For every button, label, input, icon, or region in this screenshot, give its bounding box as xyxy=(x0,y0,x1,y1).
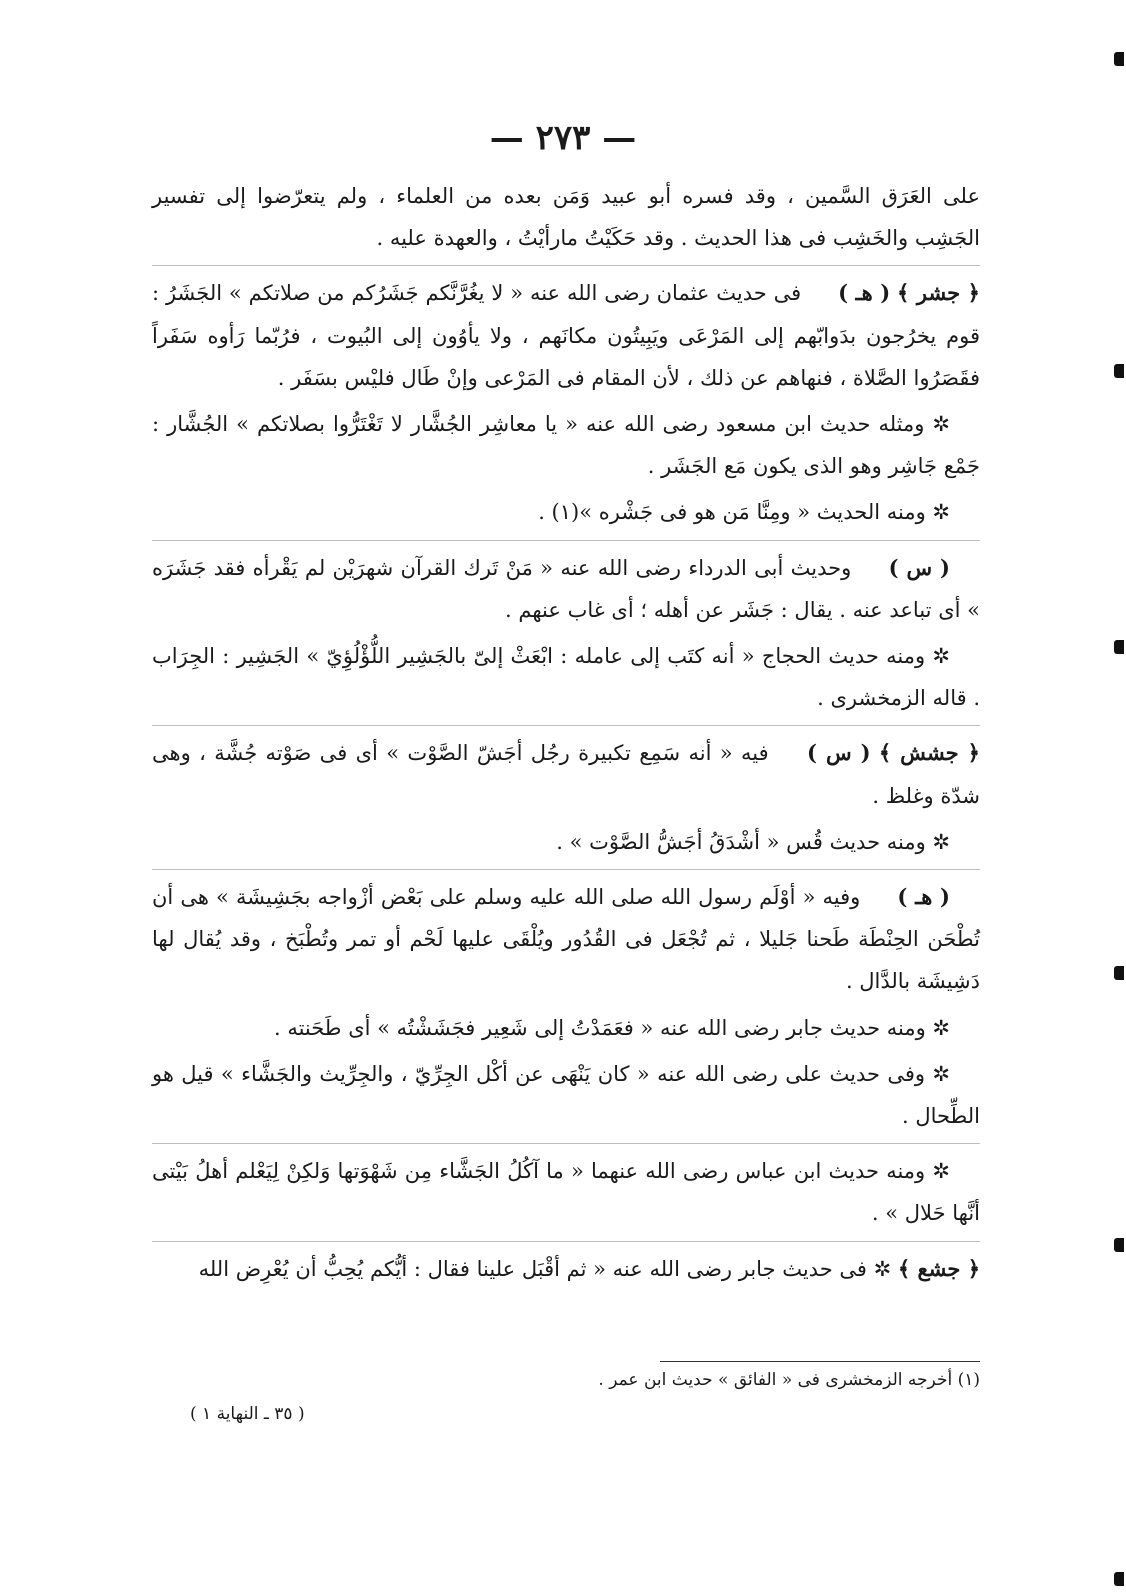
paragraph-9 xyxy=(152,876,980,1003)
paragraph-text: فى حديث عثمان رضى الله عنه « لا يغُرَّنَّكم جَشَرُكم من صلاتكم » الجَشَرُ : قوم يخرُجون بدَوابّهم إلى المَرْعَى ويَبِيتُون مكانَهم ، ولا يأوُون إلى البُيوت ، فرُبّما رَأوه سَفَراً فقَصَرُوا الصَّلاة ، فنهاهم عن ذلك ، لأن المقام فى المَرْعى وإنْ طَال فليْس بسَفَر . xyxy=(152,281,980,390)
paragraph-12 xyxy=(152,1150,980,1234)
paragraph-4 xyxy=(152,491,980,533)
paragraph-6 xyxy=(152,635,980,719)
page-number: — ٢٧٣ — xyxy=(489,118,637,158)
entry-jashar xyxy=(152,272,980,399)
entry-divider xyxy=(152,1241,980,1242)
edge-mark xyxy=(1114,1238,1124,1252)
source-marker: ( س ) xyxy=(888,554,950,580)
paragraph-10 xyxy=(152,1007,980,1049)
paragraph-text: ✲ وفى حديث على رضى الله عنه « كان يَنْهَى عن أكْل الجِرِّيّ ، والجِرِّيث والجَشَّاء » قيل هو الطِّحال . xyxy=(152,1061,980,1129)
source-marker: ( هـ ) xyxy=(838,280,891,306)
edge-mark xyxy=(1114,1572,1124,1586)
paragraph-text: ✲ ومنه حديث قُس « أشْدَقُ أجَشُّ الصَّوْت » . xyxy=(556,829,950,854)
entry-jashash xyxy=(152,732,980,816)
paragraph-text: وحديث أبى الدرداء رضى الله عنه « مَنْ تَرك القرآن شهرَيْن لم يَقْرأه فقد جَشَرَه » أى تباعد عنه . يقال : جَشَر عن أهله ؛ أى غاب عنهم . xyxy=(152,555,980,622)
paragraph-text: فيه « أنه سَمِع تكبيرة رجُل أجَشّ الصَّوْت » أى فى صَوْته جُشَّة ، وهى شدّة وغلظ . xyxy=(152,741,980,808)
edge-mark xyxy=(1114,52,1124,66)
paragraph-text: ✲ فى حديث جابر رضى الله عنه « ثم أقْبَل علينا فقال : أيُّكم يُحِبُّ أن يُعْرِض الله xyxy=(198,1256,892,1281)
headword: ﴿ جشع ﴾ xyxy=(897,1255,980,1281)
paragraph-text: ✲ ومنه حديث جابر رضى الله عنه « فعَمَدْتُ إلى شَعِير فجَشَشْتُه » أى طَحَنته . xyxy=(273,1015,950,1040)
headword: ﴿ جشر ﴾ xyxy=(897,280,980,306)
paragraph-1 xyxy=(152,175,980,259)
source-marker: ( س ) xyxy=(807,740,871,766)
entry-divider xyxy=(152,540,980,541)
source-marker: ( هـ ) xyxy=(897,884,950,910)
entry-divider xyxy=(152,1143,980,1144)
paragraph-text: ✲ ومنه حديث ابن عباس رضى الله عنهما « ما آكُلُ الجَشَّاء مِن شَهْوَتها وَلكِنْ لِيَعْلم أهلُ بَيْتى أنَّها حَلال » . xyxy=(152,1159,980,1226)
body-text xyxy=(152,175,980,1294)
paragraph-text: ✲ ومنه الحديث « ومِنَّا مَن هو فى جَشْره »(١) . xyxy=(538,500,950,525)
paragraph-8 xyxy=(152,821,980,863)
entry-divider xyxy=(152,725,980,726)
headword: ﴿ جشش ﴾ xyxy=(878,740,980,766)
paragraph-text: على العَرَق السَّمين ، وقد فسره أبو عبيد وَمَن بعده من العلماء ، ولم يتعرّضوا إلى تفسير الجَشِب والخَشِب فى هذا الحديث . وقد حَكَيْتُ مارأيْتُ ، والعهدة عليه . xyxy=(152,184,980,251)
footnote: (١) أخرجه الزمخشرى فى « الفائق » حديث ابن عمر . xyxy=(598,1370,980,1390)
paragraph-3 xyxy=(152,403,980,487)
entry-jasha xyxy=(152,1248,980,1290)
paragraph-11 xyxy=(152,1053,980,1137)
edge-mark xyxy=(1114,966,1124,980)
signature-mark: ( ٣٥ ـ النهاية ١ ) xyxy=(190,1404,305,1424)
edge-mark xyxy=(1114,640,1124,654)
edge-mark xyxy=(1114,364,1124,378)
paragraph-5 xyxy=(152,547,980,631)
paragraph-text: ✲ ومنه حديث الحجاج « أنه كتَب إلى عامله : ابْعَثْ إلىّ بالجَشِير اللُّؤْلُؤِيّ » الجَشِير : الجِرَاب . قاله الزمخشرى . xyxy=(152,644,980,711)
entry-divider xyxy=(152,265,980,266)
footnote-rule xyxy=(660,1361,980,1362)
paragraph-text: وفيه « أوْلَم رسول الله صلى الله عليه وسلم على بَعْض أزْواجه بجَشِيشَة » هى أن تُطْحَن الحِنْطَة طَحنا جَليلا ، ثم تُجْعَل فى القُدُور ويُلْقَى عليها لَحْم أو تمر وتُطْبَخ ، وقد يُقال لها دَشِيشَة بالدَّال . xyxy=(152,885,980,994)
entry-divider xyxy=(152,869,980,870)
page-edge xyxy=(1112,0,1126,1593)
paragraph-text: ✲ ومثله حديث ابن مسعود رضى الله عنه « يا معاشِر الجُشَّار لا تَغْتَرُّوا بصلاتكم » الجُشَّار : جَمْع جَاشِر وهو الذى يكون مَع الجَشَر . xyxy=(152,412,980,479)
